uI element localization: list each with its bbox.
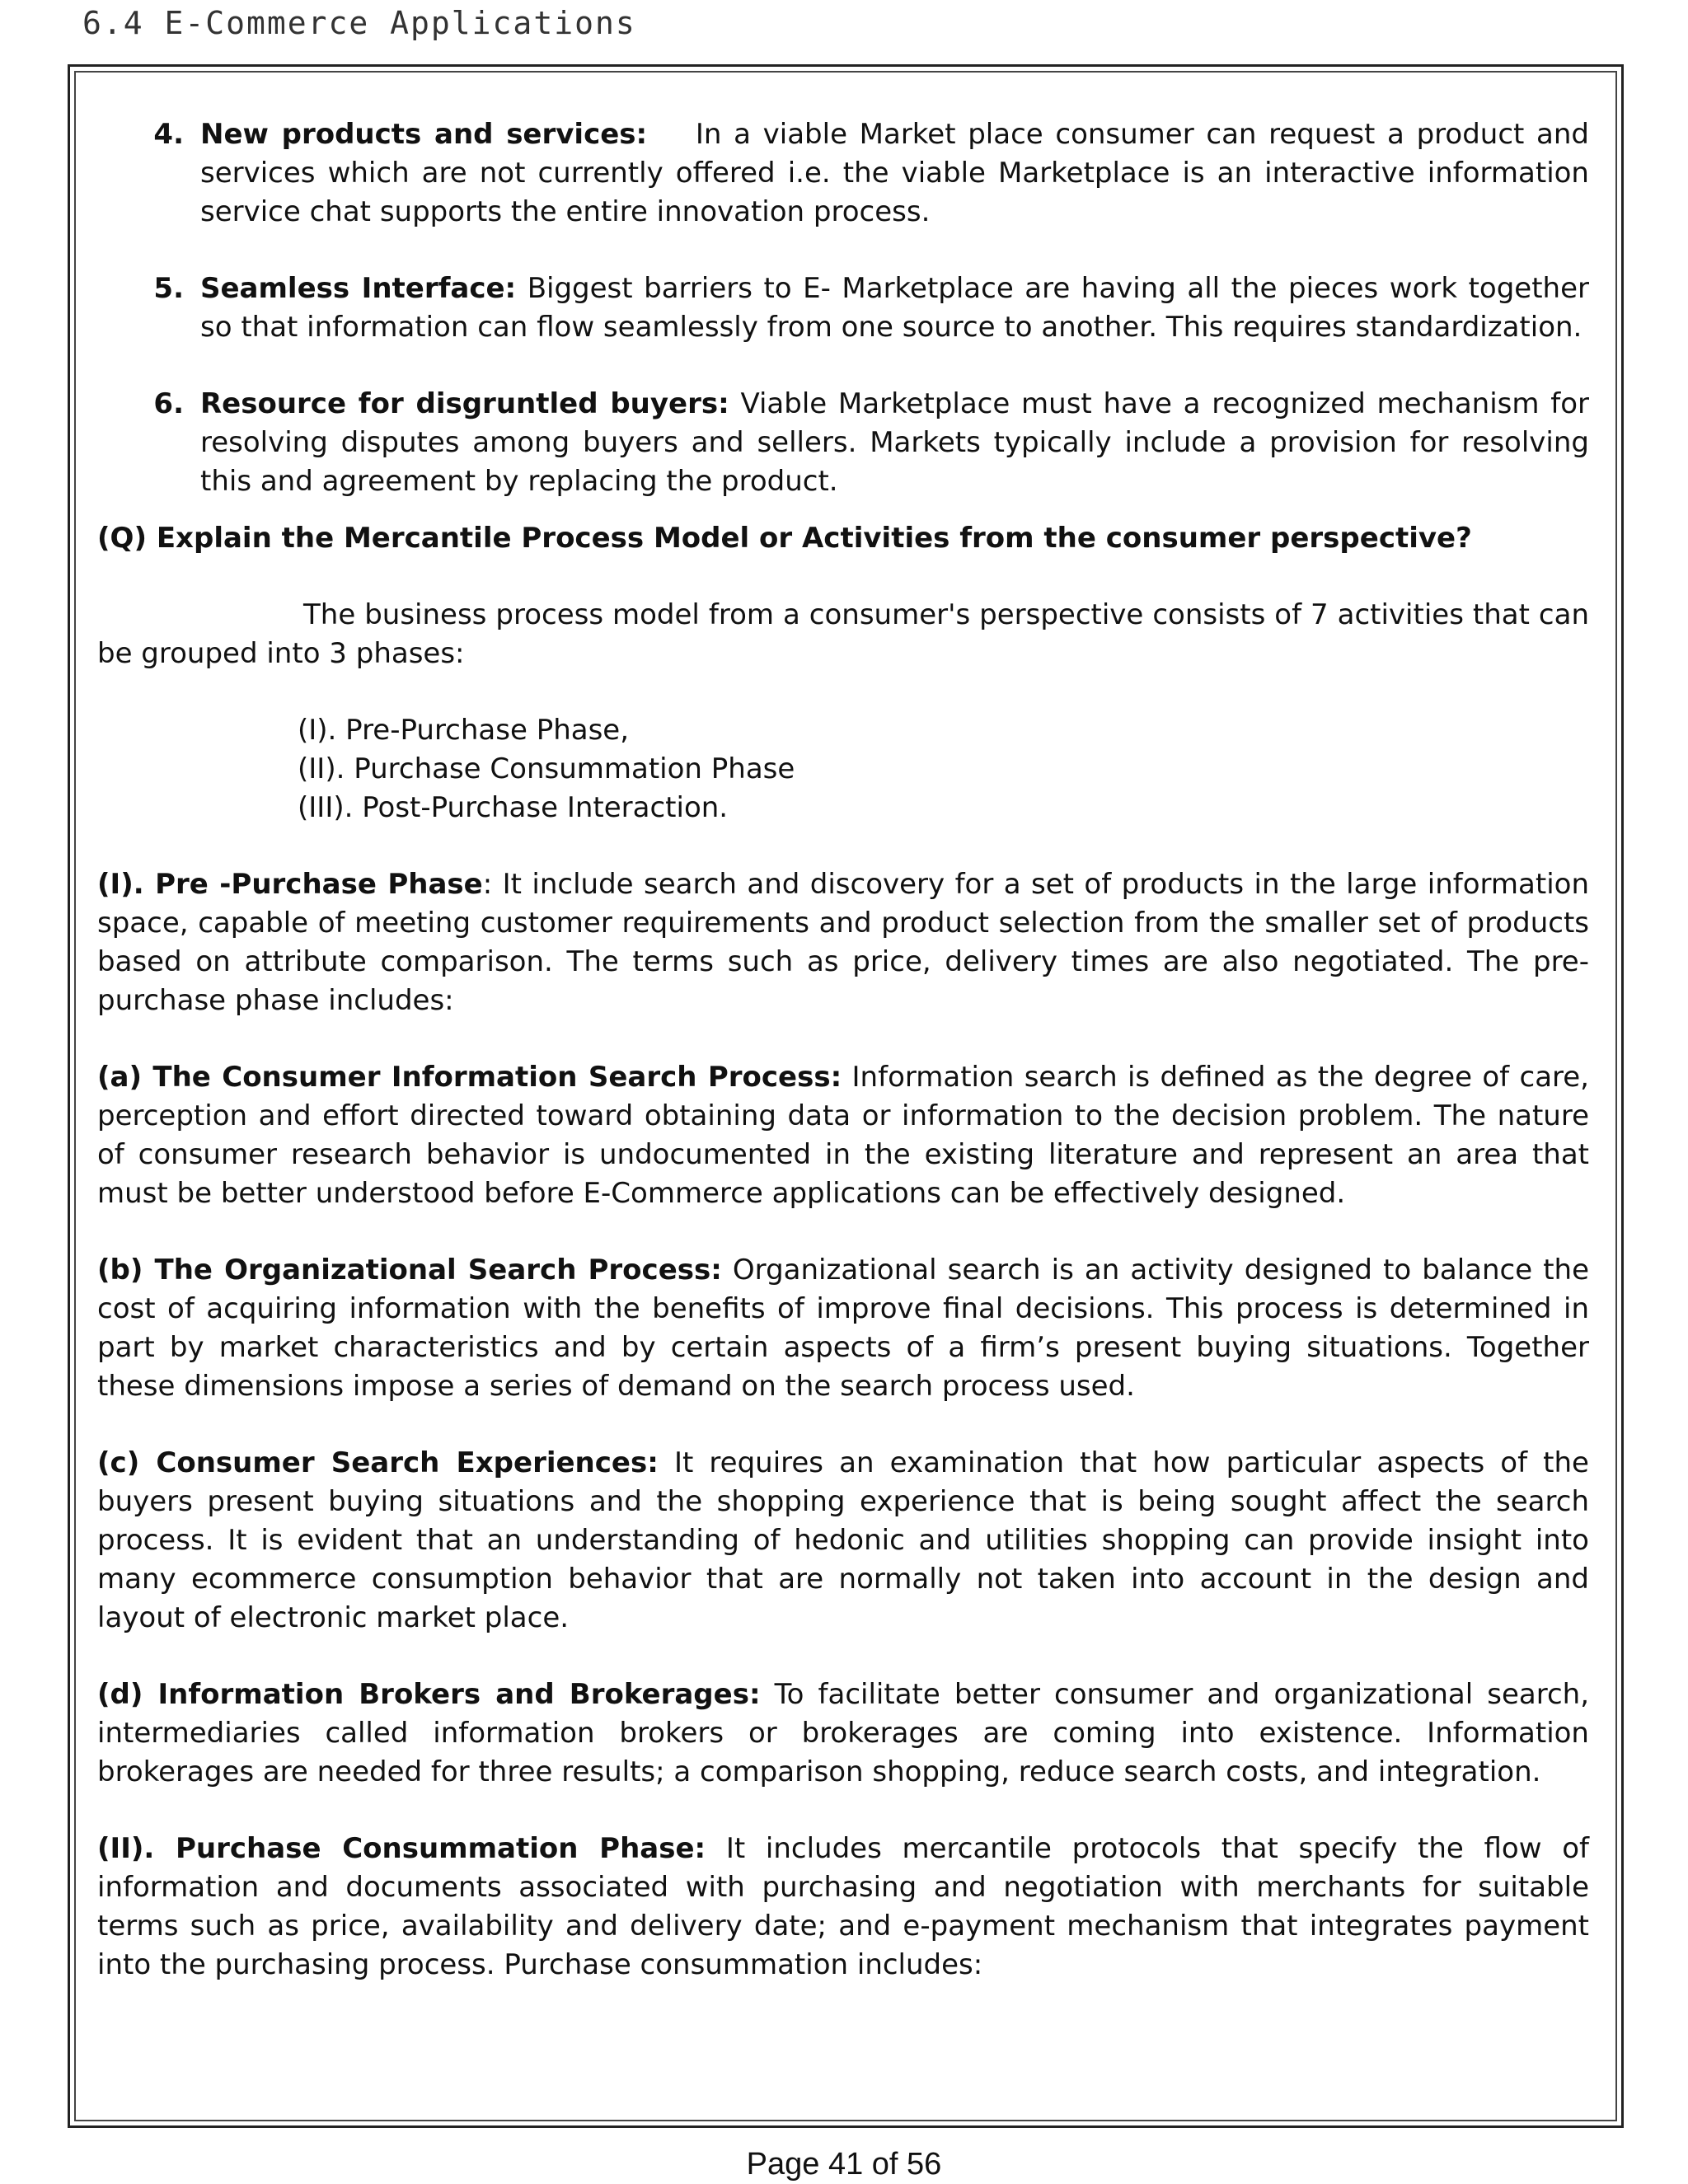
section-text: Information search is defined as the degree of care, perception and effort directed toward obtaining data or information to the decision problem. The nature of consumer research behavior is undocumented in the existing literature and represent an area that must be better understood before E-Commerce applications can be effectively designed. <box>97 1061 1589 1210</box>
item-text: Biggest barriers to E- Marketplace are having all the pieces work together so that information can flow seamlessly from one source to another. This requires standardization. <box>200 272 1589 344</box>
phase-item: (III). Post-Purchase Interaction. <box>298 791 729 824</box>
running-header: 6.4 E-Commerce Applications <box>82 5 636 41</box>
item-number: 6. <box>153 387 184 420</box>
section-title: (I). Pre -Purchase Phase <box>97 868 483 901</box>
section-paragraph <box>97 1058 1589 1213</box>
phase-list <box>97 711 1589 827</box>
question-heading: (Q) Explain the Mercantile Process Model or Activities from the consumer perspective? <box>97 522 1472 555</box>
phase-item: (II). Purchase Consummation Phase <box>298 752 795 785</box>
item-number: 5. <box>153 272 184 305</box>
section-title: (a) The Consumer Information Search Process: <box>97 1061 842 1094</box>
item-number: 4. <box>153 118 184 151</box>
page-content <box>97 115 1589 2022</box>
item-title: Resource for disgruntled buyers: <box>200 387 729 420</box>
section-text: It includes mercantile protocols that specify the flow of information and documents associated with purchasing and negotiation with merchants for suitable terms such as price, availability and delivery date; and e-payment mechanism that integrates payment into the purchasing process. Purchase consummation includes: <box>97 1832 1589 1981</box>
section-paragraph <box>97 1830 1589 1985</box>
phase-item: (I). Pre-Purchase Phase, <box>298 714 630 747</box>
list-item <box>97 269 1589 347</box>
section-text: Organizational search is an activity designed to balance the cost of acquiring information with the benefits of improve final decisions. This process is determined in part by market characteristics and by certain aspects of a firm’s present buying situations. Together these dimensions impose a series of demand on the search process used. <box>97 1254 1590 1403</box>
section-paragraph <box>97 1675 1589 1792</box>
list-item <box>97 385 1589 501</box>
item-text: Viable Marketplace must have a recognized mechanism for resolving disputes among buyers and sellers. Markets typically include a provision for resolving this and agreement by replacing the product. <box>200 387 1589 498</box>
item-title: New products and services: <box>200 118 648 151</box>
section-paragraph <box>97 1251 1589 1406</box>
section-paragraph <box>97 865 1589 1020</box>
list-item <box>97 115 1589 232</box>
section-title: (d) Information Brokers and Brokerages: <box>97 1678 761 1711</box>
page-number: Page 41 of 56 <box>746 2147 942 2182</box>
section-text: : It include search and discovery for a set of products in the large information space, capable of meeting customer requirements and product selection from the smaller set of products based on attribute comparison. The terms such as price, delivery times are also negotiated. The pre-purchase phase includes: <box>97 868 1589 1017</box>
section-title: (c) Consumer Search Experiences: <box>97 1446 659 1479</box>
item-title: Seamless Interface: <box>200 272 517 305</box>
section-title: (b) The Organizational Search Process: <box>97 1254 722 1286</box>
section-text: It requires an examination that how particular aspects of the buyers present buying situations and the shopping experience that is being sought affect the search process. It is evident that an understanding of hedonic and utilities shopping can provide insight into many ecommerce consumption behavior that are normally not taken into account in the design and layout of electronic market place. <box>97 1446 1589 1634</box>
section-text: To facilitate better consumer and organizational search, intermediaries called information brokers or brokerages are coming into existence. Information brokerages are needed for three results; a comparison shopping, reduce search costs, and integration. <box>97 1678 1589 1788</box>
intro-paragraph: The business process model from a consumer's perspective consists of 7 activities that can be grouped into 3 phases: <box>97 598 1589 670</box>
section-title: (II). Purchase Consummation Phase: <box>97 1832 706 1865</box>
item-text: In a viable Market place consumer can request a product and services which are not currently offered i.e. the viable Marketplace is an interactive information service chat supports the entire innovation process. <box>200 118 1589 228</box>
section-paragraph <box>97 1444 1589 1638</box>
